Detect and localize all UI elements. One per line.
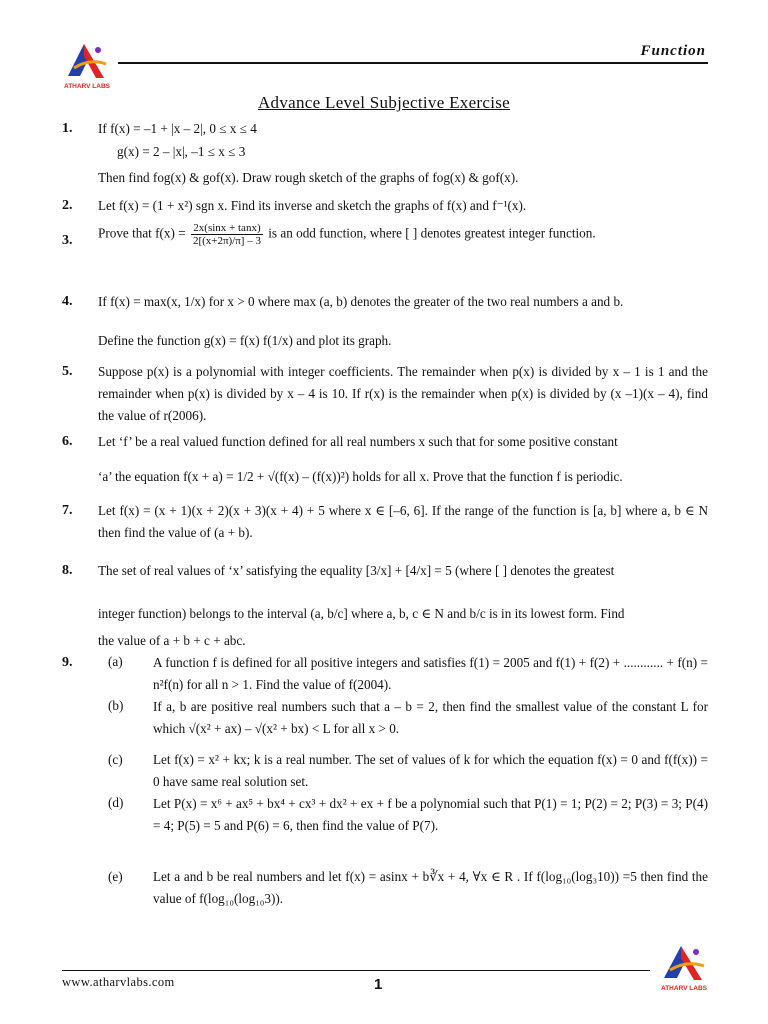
question-number: 7. xyxy=(62,503,73,518)
fraction-numerator: 2x(sinx + tanx) xyxy=(191,222,263,235)
question-1-line-2: g(x) = 2 – |x|, –1 ≤ x ≤ 3 xyxy=(117,144,246,159)
subpart-label: (c) xyxy=(108,752,123,767)
svg-text:ATHARV LABS: ATHARV LABS xyxy=(64,83,110,90)
question-3-prefix: Prove that f(x) = xyxy=(98,225,186,241)
question-number: 8. xyxy=(62,563,73,578)
subpart-label: (a) xyxy=(108,654,123,669)
subpart-label: (d) xyxy=(108,795,124,810)
header-rule xyxy=(118,62,708,64)
question-number: 5. xyxy=(62,364,73,379)
question-6-line-2: ‘a’ the equation f(x + a) = 1/2 + √(f(x) – (f(x))²) holds for all x. Prove that the function f is periodic. xyxy=(98,469,623,484)
question-3-text xyxy=(98,222,718,247)
question-9a-text: A function f is defined for all positive integers and satisfies f(1) = 2005 and f(1) + f(2) + ............ + f(n) = n²f(n) for all n > 1. Find the value of f(2004). xyxy=(153,655,708,692)
question-2-text: Let f(x) = (1 + x²) sgn x. Find its inverse and sketch the graphs of f(x) and f⁻¹(x). xyxy=(98,198,527,213)
question-number: 2. xyxy=(62,198,73,213)
page-title: Advance Level Subjective Exercise xyxy=(257,93,511,112)
question-number: 1. xyxy=(62,121,73,136)
question-4-line-1: If f(x) = max(x, 1/x) for x > 0 where max (a, b) denotes the greater of the two real numbers a and b. xyxy=(98,294,624,309)
atharv-labs-logo xyxy=(656,940,712,996)
question-5-text: Suppose p(x) is a polynomial with integer coefficients. The remainder when p(x) is divided by x – 1 is 1 and the remainder when p(x) is divided by x – 4 is 10. If r(x) is the remainder when p(x) is divided by (x –1)(x – 4), find the value of r(2006). xyxy=(98,364,708,423)
question-3-fraction xyxy=(191,222,263,247)
question-7-text: Let f(x) = (x + 1)(x + 2)(x + 3)(x + 4) + 5 where x ∈ [–6, 6]. If the range of the function is [a, b] where a, b ∈ N then find the value of (a + b). xyxy=(98,503,708,540)
question-9d-text: Let P(x) = x⁶ + ax⁵ + bx⁴ + cx³ + dx² + ex + f be a polynomial such that P(1) = 1; P(2) = 2; P(3) = 3; P(4) = 4; P(5) = 5 and P(6) = 6, then find the value of P(7). xyxy=(153,796,708,833)
question-1-line-1: If f(x) = –1 + |x – 2|, 0 ≤ x ≤ 4 xyxy=(98,121,257,136)
header-title: Function xyxy=(640,43,706,59)
question-6-line-1: Let ‘f’ be a real valued function defined for all real numbers x such that for some positive constant xyxy=(98,434,618,449)
page-number: 1 xyxy=(374,976,383,993)
question-1-line-3: Then find fog(x) & gof(x). Draw rough sketch of the graphs of fog(x) & gof(x). xyxy=(98,170,519,185)
subpart-label: (e) xyxy=(108,869,123,884)
question-4-line-2: Define the function g(x) = f(x) f(1/x) and plot its graph. xyxy=(98,333,392,348)
question-number: 9. xyxy=(62,655,73,670)
footer-rule xyxy=(62,970,650,971)
question-9c-text: Let f(x) = x² + kx; k is a real number. The set of values of k for which the equation f(x) = 0 and f(f(x)) = 0 have same real solution set. xyxy=(153,752,708,789)
atharv-labs-logo xyxy=(60,38,114,96)
question-8-line-1: The set of real values of ‘x’ satisfying the equality [3/x] + [4/x] = 5 (where [ ] denotes the greatest xyxy=(98,563,615,578)
question-9b-text: If a, b are positive real numbers such that a – b = 2, then find the smallest value of the constant L for which √(x² + ax) – √(x² + bx) < L for all x > 0. xyxy=(153,699,708,736)
question-3-suffix: is an odd function, where [ ] denotes greatest integer function. xyxy=(268,225,596,241)
question-8-line-2: integer function) belongs to the interval (a, b/c] where a, b, c ∈ N and b/c is in its lowest form. Find xyxy=(98,606,625,621)
question-number: 3. xyxy=(62,233,73,248)
svg-text:ATHARV LABS: ATHARV LABS xyxy=(661,985,707,992)
question-9e-text: Let a and b be real numbers and let f(x) = asinx + b∛x + 4, ∀x ∈ R . If f(log₁₀(log₃10)) =5 then find the value of f(log₁₀(log₁₀3)). xyxy=(153,869,708,906)
subpart-label: (b) xyxy=(108,698,124,713)
question-number: 4. xyxy=(62,294,73,309)
question-8-line-3: the value of a + b + c + abc. xyxy=(98,633,246,648)
footer-url: www.atharvlabs.com xyxy=(62,975,175,989)
question-number: 6. xyxy=(62,434,73,449)
fraction-denominator: 2[(x+2π)/π] – 3 xyxy=(192,235,261,247)
